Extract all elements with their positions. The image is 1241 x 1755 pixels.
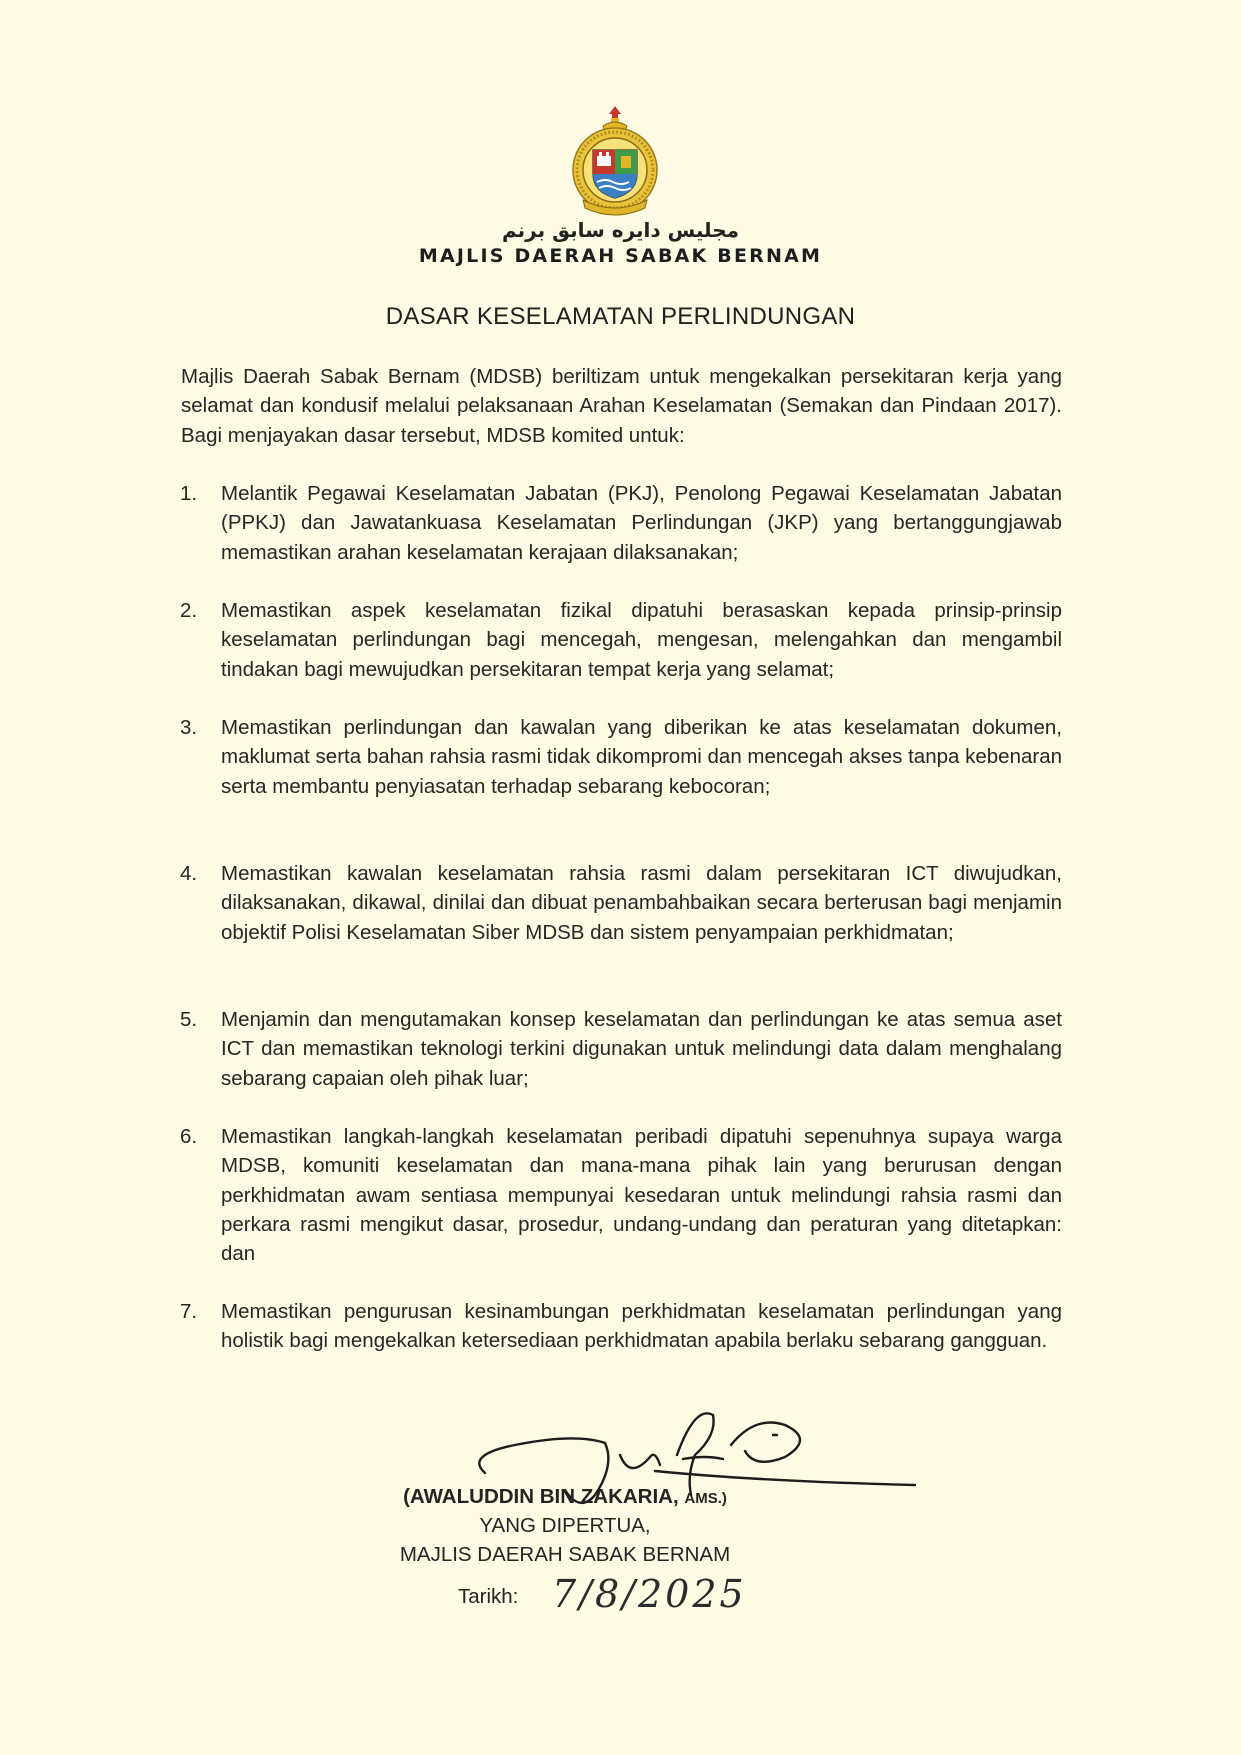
council-name-jawi: مجليس دايره سابق برنم [501,218,740,242]
signatory-position: YANG DIPERTUA, [479,1514,651,1537]
list-item-text: Memastikan kawalan keselamatan rahsia rasmi dalam persekitaran ICT diwujudkan, dilaksanakan, dikawal, dinilai dan dibuat penambahbaikan secara berterusan bagi menjamin objektif Polisi Keselamatan Siber MDSB dan sistem penyampaian perkhidmatan; [221,862,1062,944]
list-item-text: Memastikan pengurusan kesinambungan perkhidmatan keselamatan perlindungan yang holistik bagi mengekalkan ketersediaan perkhidmatan apabila berlaku sebarang gangguan. [221,1300,1062,1353]
council-crest-logo [565,104,665,216]
document-title: DASAR KESELAMATAN PERLINDUNGAN [385,303,856,330]
list-item-text: Memastikan langkah-langkah keselamatan peribadi dipatuhi sepenuhnya supaya warga MDSB, komuniti keselamatan dan mana-mana pihak lain yang berurusan dengan perkhidmatan awam sentiasa mempunyai kesedaran untuk melindungi rahsia rasmi dan perkara rasmi mengikut dasar, prosedur, undang-undang dan peraturan yang ditetapkan: dan [221,1125,1062,1266]
list-item-text: Menjamin dan mengutamakan konsep keselamatan dan perlindungan ke atas semua aset ICT dan memastikan teknologi terkini digunakan untuk melindungi data dalam menghalang sebarang capaian oleh pihak luar; [221,1008,1062,1090]
signatory-full-name: (AWALUDDIN BIN ZAKARIA, [403,1485,679,1508]
list-item-number: 7. [180,1300,198,1323]
list-item-number: 6. [180,1125,198,1148]
council-name: MAJLIS DAERAH SABAK BERNAM [418,245,823,267]
list-item-number: 1. [180,482,198,505]
list-item-number: 2. [180,599,198,622]
list-item-number: 5. [180,1008,198,1031]
list-item-number: 3. [180,716,198,739]
date-label: Tarikh: [458,1585,519,1608]
intro-paragraph: Majlis Daerah Sabak Bernam (MDSB) beriltizam untuk mengekalkan persekitaran kerja yang selamat dan kondusif melalui pelaksanaan Arahan Keselamatan (Semakan dan Pindaan 2017). Bagi menjayakan dasar tersebut, MDSB komited untuk: [181,365,1062,447]
list-item-number: 4. [180,862,198,885]
list-item-text: Memastikan aspek keselamatan fizikal dipatuhi berasaskan kepada prinsip-prinsip keselamatan perlindungan bagi mencegah, mengesan, melengahkan dan mengambil tindakan bagi mewujudkan persekitaran tempat kerja yang selamat; [221,599,1062,681]
handwritten-date: 7/8/2025 [552,1572,747,1616]
list-item-text: Memastikan perlindungan dan kawalan yang diberikan ke atas keselamatan dokumen, maklumat serta bahan rahsia rasmi tidak dikompromi dan mencegah akses tanpa kebenaran serta membantu penyiasatan terhadap sebarang kebocoran; [221,716,1062,798]
signatory-organisation: MAJLIS DAERAH SABAK BERNAM [399,1543,731,1566]
signatory-name [0,1485,1130,1509]
signatory-honorific: AMS.) [684,1490,727,1507]
list-item-text: Melantik Pegawai Keselamatan Jabatan (PKJ), Penolong Pegawai Keselamatan Jabatan (PPKJ) dan Jawatankuasa Keselamatan Perlindungan (JKP) yang bertanggungjawab memastikan arahan keselamatan kerajaan dilaksanakan; [221,482,1062,564]
